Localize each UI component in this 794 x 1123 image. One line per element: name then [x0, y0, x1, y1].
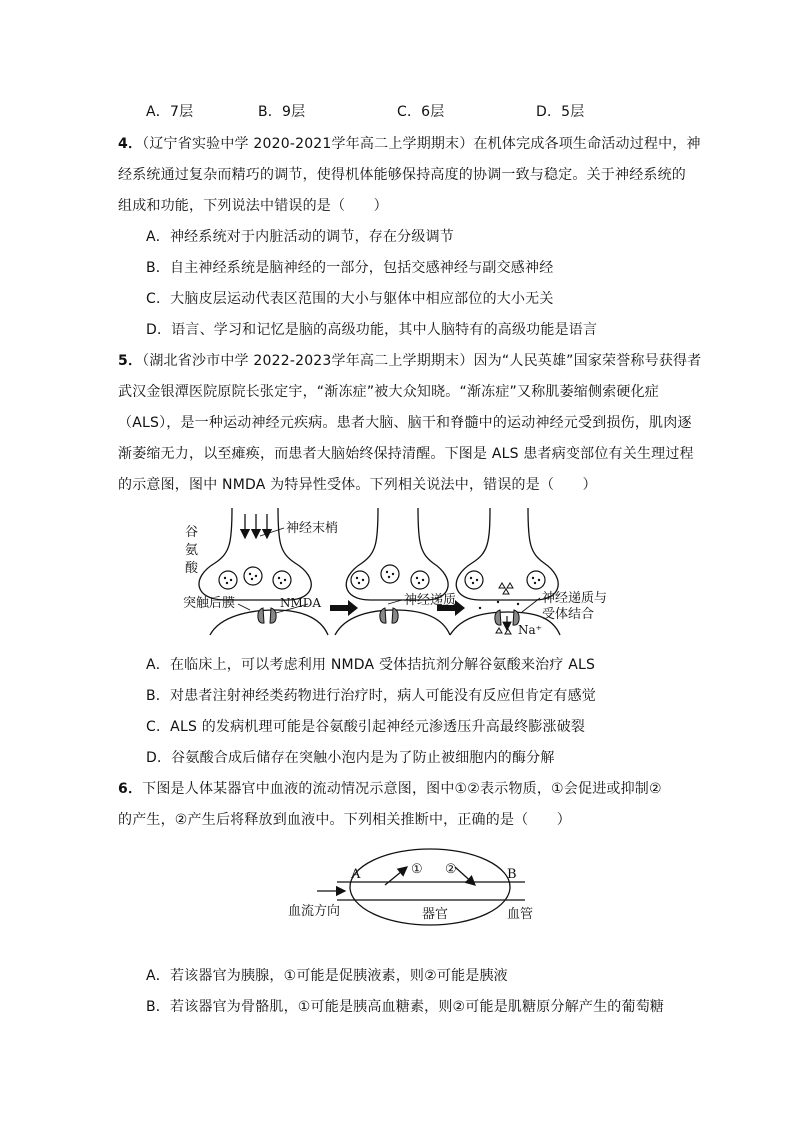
- q6-stem-line-1: [118, 779, 662, 799]
- q4-option-d: D．语言、学习和记忆是脑的高级功能，其中人脑特有的高级功能是语言: [146, 322, 598, 338]
- q6-stem-line-2: 的产生，②产生后将释放到血液中。下列相关推断中，正确的是（ ）: [118, 812, 571, 828]
- q5-option-a: A．在临床上，可以考虑利用 NMDA 受体拮抗剂分解谷氨酸来治疗 ALS: [146, 657, 596, 673]
- label-binding-2: 受体结合: [542, 607, 595, 622]
- q5-stem-line-4: 渐萎缩无力，以至瘫痪，而患者大脑始终保持清醒。下图是 ALS 患者病变部位有关生理过程: [118, 446, 694, 462]
- q3-option-d: D．5层: [536, 104, 585, 120]
- q4-stem-text-1: （辽宁省实验中学 2020-2021学年高二上学期期末）在机体完成各项生命活动过程中，神: [142, 136, 701, 152]
- q5-stem-line-2: 武汉金银潭医院原院长张定宇，“渐冻症”被大众知晓。“渐冻症”又称肌萎缩侧索硬化症: [118, 384, 660, 400]
- q5-stem-text-1: （湖北省沙市中学 2022-2023学年高二上学期期末）因为“人民英雄”国家荣誉称号获得者: [142, 353, 702, 369]
- q3-option-a: A．7层: [146, 104, 194, 120]
- label-1: ①: [411, 862, 423, 877]
- q6-option-a: A．若该器官为胰腺，①可能是促胰液素，则②可能是胰液: [146, 968, 508, 984]
- label-glu-3: 酸: [185, 561, 199, 576]
- q5-option-c: C．ALS 的发病机理可能是谷氨酸引起神经元渗透压升高最终膨涨破裂: [146, 719, 586, 735]
- q4-option-a: A．神经系统对于内脏活动的调节，存在分级调节: [146, 229, 454, 245]
- label-nmda: NMDA: [280, 596, 322, 610]
- label-flow: 血流方向: [288, 904, 341, 919]
- q5-stem-line-5: 的示意图，图中 NMDA 为特异性受体。下列相关说法中，错误的是（ ）: [118, 477, 597, 493]
- q4-stem-line-1: [118, 134, 701, 154]
- label-vessel: 血管: [507, 907, 534, 922]
- synapse-figure: [180, 508, 640, 643]
- q3-option-c: C．6层: [397, 104, 445, 120]
- q6-stem-text-1: 下图是人体某器官中血液的流动情况示意图，图中①②表示物质，①会促进或抑制②: [142, 781, 662, 797]
- label-b: B: [507, 867, 517, 882]
- label-transmitter: 神经递质: [404, 593, 457, 608]
- q5-option-d: D．谷氨酸合成后储存在突触小泡内是为了防止被细胞内的酶分解: [146, 750, 555, 766]
- label-glu-2: 氨: [185, 543, 199, 558]
- label-binding-1: 神经递质与: [542, 591, 608, 606]
- label-a: A: [351, 867, 361, 882]
- label-membrane: 突触后膜: [183, 596, 236, 611]
- q3-option-b: B．9层: [258, 104, 306, 120]
- label-glu-1: 谷: [185, 525, 199, 540]
- q4-number: 4．: [118, 136, 143, 152]
- q4-option-b: B．自主神经系统是脑神经的一部分，包括交感神经与副交感神经: [146, 260, 554, 276]
- label-2: ②: [445, 862, 457, 877]
- q6-number: 6．: [118, 781, 143, 797]
- q4-stem-line-2: 经系统通过复杂而精巧的调节，使得机体能够保持高度的协调一致与稳定。关于神经系统的: [118, 167, 686, 183]
- q5-number: 5．: [118, 353, 143, 369]
- organ-figure: [285, 845, 565, 935]
- q5-option-b: B．对患者注射神经类药物进行治疗时，病人可能没有反应但肯定有感觉: [146, 688, 597, 704]
- label-terminal: 神经末梢: [286, 521, 339, 536]
- q6-option-b: B．若该器官为骨骼肌，①可能是胰高血糖素，则②可能是肌糖原分解产生的葡萄糖: [146, 999, 665, 1015]
- label-na: Na⁺: [518, 623, 542, 637]
- label-organ: 器官: [422, 907, 449, 922]
- q5-stem-line-1: [118, 351, 701, 371]
- q4-stem-line-3: 组成和功能，下列说法中错误的是（ ）: [118, 198, 388, 214]
- q5-stem-line-3: （ALS），是一种运动神经元疾病。患者大脑、脑干和脊髓中的运动神经元受到损伤，肌肉逐: [118, 415, 692, 431]
- q4-option-c: C．大脑皮层运动代表区范围的大小与躯体中相应部位的大小无关: [146, 291, 554, 307]
